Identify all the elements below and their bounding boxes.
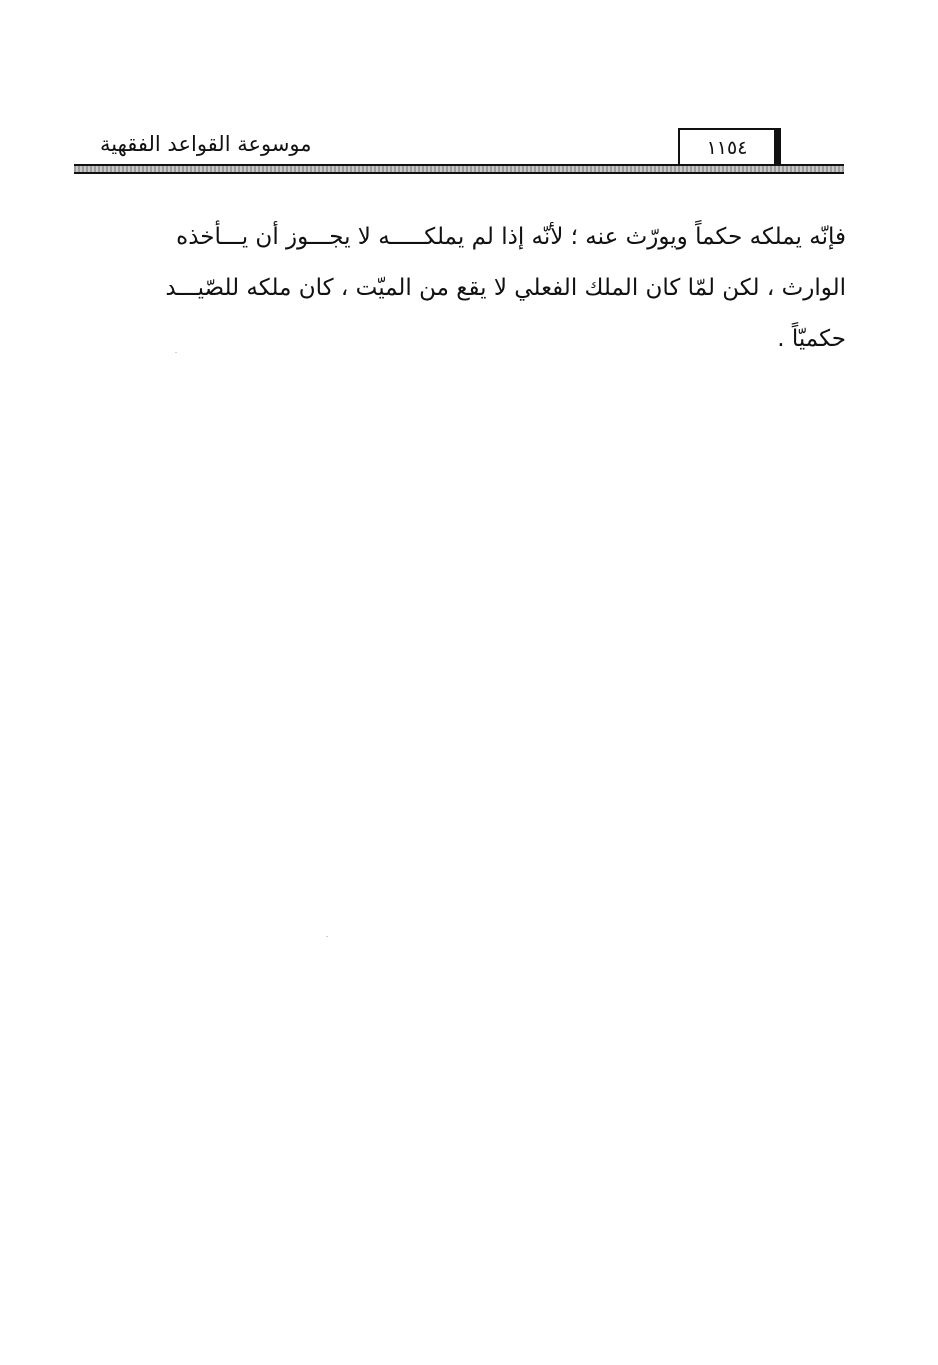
body-line-3: حكميّاً . bbox=[777, 326, 846, 352]
body-line-1: فإنّه يملكه حكماً ويورّث عنه ؛ لأنّه إذا لم يملكـــــه لا يجـــوز أن يـــأخذه bbox=[176, 224, 846, 250]
page-header bbox=[74, 118, 844, 184]
page-number-shadow bbox=[774, 128, 781, 166]
book-title: موسوعة القواعد الفقهية bbox=[100, 132, 312, 156]
body-paragraph bbox=[74, 212, 846, 365]
scan-speck bbox=[175, 352, 177, 353]
body-line-2: الوارث ، لكن لمّا كان الملك الفعلي لا يقع من الميّت ، كان ملكه للصّيـــد bbox=[165, 275, 846, 301]
scan-speck bbox=[326, 936, 328, 937]
header-rule bbox=[74, 164, 844, 174]
page-number: ١١٥٤ bbox=[678, 128, 776, 166]
